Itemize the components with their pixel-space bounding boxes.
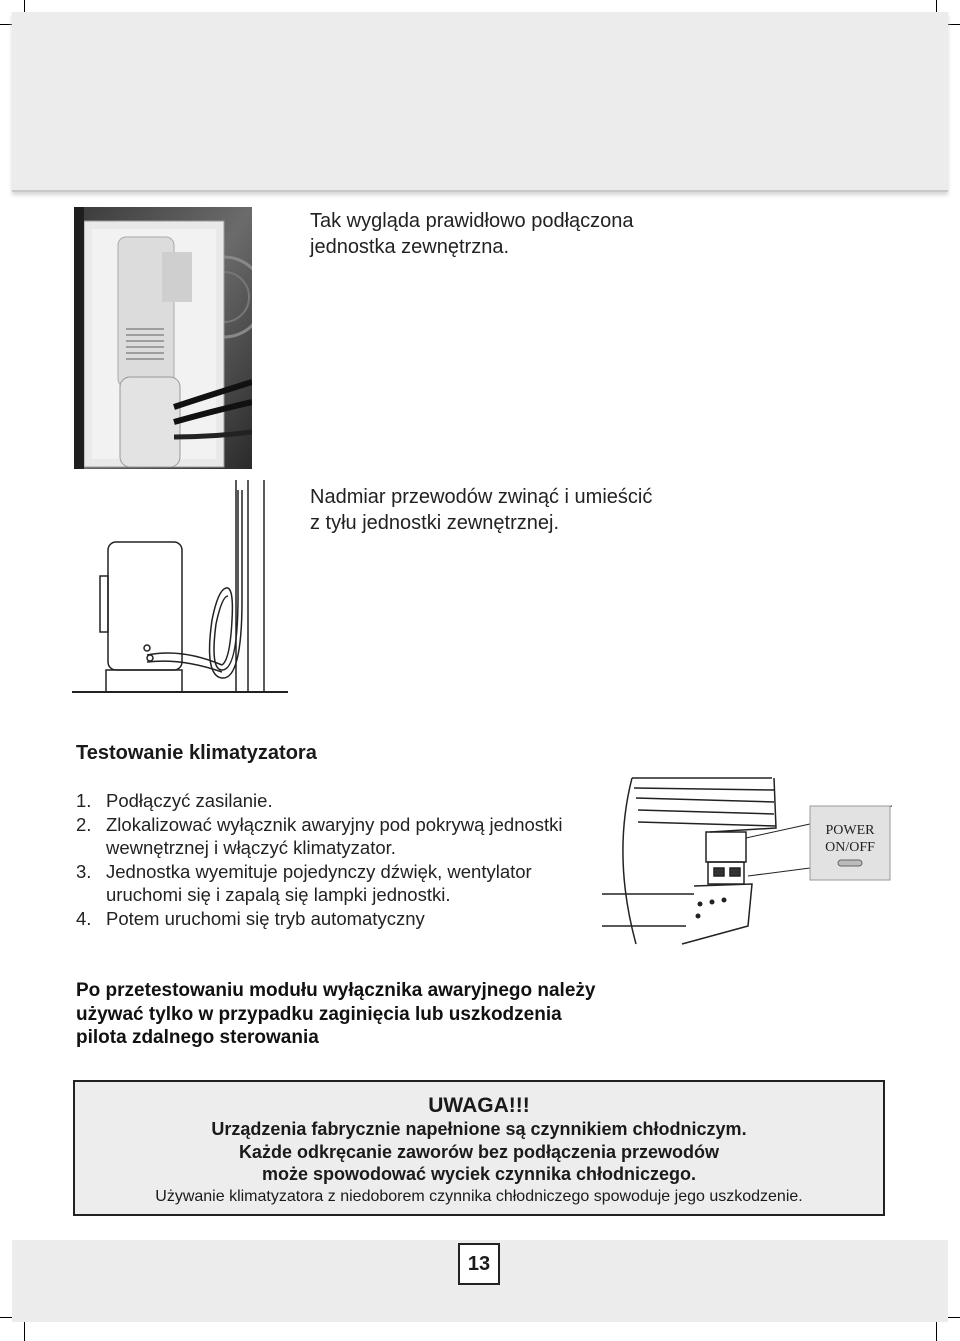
warning-box [73,1080,885,1216]
list-item: 4. Potem uruchomi się tryb automatyczny [76,907,425,929]
header-band [12,12,948,192]
warning-line: Każde odkręcanie zaworów bez podłączenia przewodów [238,1141,720,1162]
emergency-switch-diagram [602,776,892,948]
warning-line: Urządzenia fabrycznie napełnione są czynnikiem chłodniczym. [211,1119,747,1139]
photo-caption: Tak wygląda prawidłowo podłączona jednostka zewnętrzna. [310,210,634,258]
outdoor-unit-photo [74,207,252,469]
page-number: 13 [458,1243,500,1285]
list-item: 3. Jednostka wyemituje pojedynczy dźwięk, wentylator uruchomi się i zapalą się lampki jednostki. [76,860,532,905]
warning-line: może spowodować wyciek czynnika chłodniczego. [261,1164,697,1184]
coiled-pipes-diagram [72,480,290,695]
steps-list [76,789,596,930]
diagram-caption: Nadmiar przewodów zwinąć i umieścić z tyłu jednostki zewnętrznej. [310,486,653,534]
warning-title: UWAGA!!! [428,1094,530,1117]
power-button-icon [838,860,862,866]
section-heading: Testowanie klimatyzatora [76,742,317,764]
power-label: ON/OFF [825,840,875,855]
warning-line: Używanie klimatyzatora z niedoborem czynnika chłodniczego spowoduje jego uszkodzenie. [155,1187,803,1205]
list-item: 1. Podłączyć zasilanie. [76,790,273,811]
list-item: 2. Zlokalizować wyłącznik awaryjny pod pokrywą jednostki wewnętrznej i włączyć klimatyzator. [76,813,563,858]
power-label: POWER [825,823,875,838]
note-text: Po przetestowaniu modułu wyłącznika awaryjnego należy używać tylko w przypadku zaginięcia lub uszkodzenia pilota zdalnego sterowania [76,980,596,1048]
